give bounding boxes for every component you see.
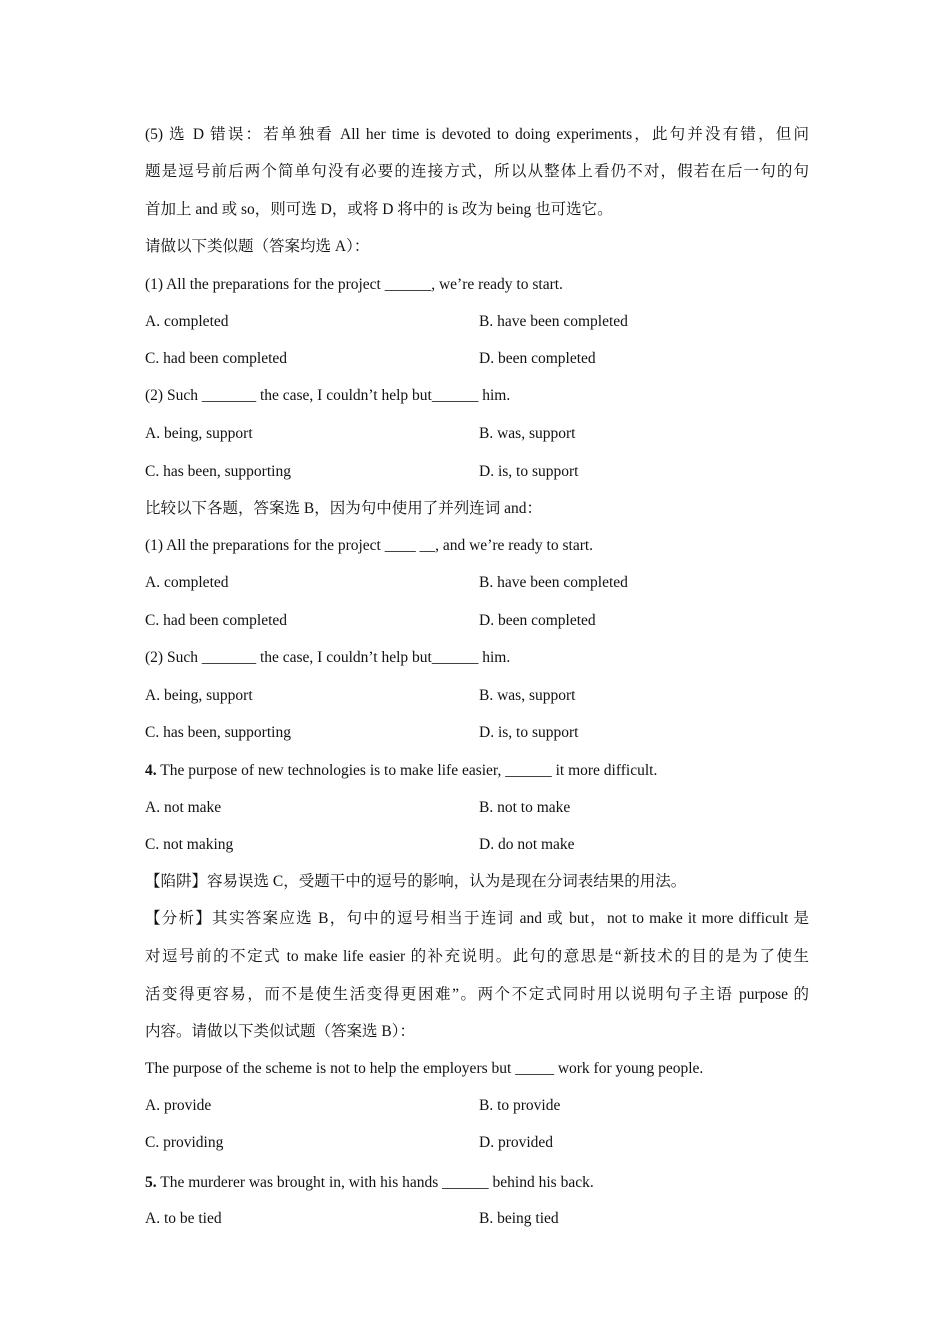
option-d: D. provided — [479, 1134, 554, 1151]
section-intro: 比较以下各题，答案选 B，因为句中使用了并列连词 and： — [145, 500, 542, 517]
question-text: (2) Such _______ the case, I couldn’t help but______ him. — [145, 387, 511, 404]
option-a: A. being, support — [145, 687, 253, 704]
paragraph-line: (5) 选 D 错误：若单独看 All her time is devoted to doing experiments，此句并没有错，但问 — [145, 126, 809, 143]
option-c: C. had been completed — [145, 612, 288, 629]
option-b: B. being tied — [479, 1210, 559, 1227]
section-intro: 请做以下类似题（答案均选 A）： — [145, 238, 370, 255]
question-4 — [145, 761, 657, 781]
trap-note: 【陷阱】容易误选 C，受题干中的逗号的影响，认为是现在分词表结果的用法。 — [145, 873, 687, 890]
option-d: D. been completed — [479, 350, 596, 367]
option-c: C. had been completed — [145, 350, 288, 367]
option-c: C. has been, supporting — [145, 463, 291, 480]
question-5 — [145, 1173, 594, 1193]
analysis-line: 【分析】其实答案应选 B，句中的逗号相当于连词 and 或 but，not to make it more difficult 是 — [145, 910, 809, 927]
question-text: The purpose of the scheme is not to help the employers but _____ work for young people. — [145, 1060, 704, 1077]
question-number: 4. — [145, 762, 157, 779]
option-a: A. not make — [145, 799, 222, 816]
option-a: A. provide — [145, 1097, 212, 1114]
question-text: (1) All the preparations for the project ____ __, and we’re ready to start. — [145, 537, 594, 554]
paragraph-line: 首加上 and 或 so，则可选 D，或将 D 将中的 is 改为 being 也可选它。 — [145, 201, 613, 218]
option-b: B. have been completed — [479, 313, 628, 330]
question-number: 5. — [145, 1174, 157, 1191]
option-b: B. to provide — [479, 1097, 561, 1114]
analysis-line: 内容。请做以下类似试题（答案选 B）： — [145, 1023, 415, 1040]
option-a: A. completed — [145, 574, 229, 591]
option-b: B. not to make — [479, 799, 571, 816]
paragraph-line: 题是逗号前后两个简单句没有必要的连接方式，所以从整体上看仍不对，假若在后一句的句 — [145, 163, 809, 180]
option-d: D. is, to support — [479, 724, 579, 741]
option-c: C. has been, supporting — [145, 724, 291, 741]
option-a: A. being, support — [145, 425, 253, 442]
option-b: B. was, support — [479, 687, 576, 704]
question-text: The purpose of new technologies is to make life easier, ______ it more difficult. — [156, 762, 658, 779]
question-text: The murderer was brought in, with his hands ______ behind his back. — [156, 1174, 594, 1191]
option-c: C. providing — [145, 1134, 224, 1151]
analysis-line: 活变得更容易，而不是使生活变得更困难”。两个不定式同时用以说明句子主语 purpose 的 — [145, 986, 809, 1003]
option-b: B. was, support — [479, 425, 576, 442]
option-d: D. do not make — [479, 836, 575, 853]
option-a: A. to be tied — [145, 1210, 222, 1227]
analysis-line: 对逗号前的不定式 to make life easier 的补充说明。此句的意思是“新技术的目的是为了使生 — [145, 948, 809, 965]
option-b: B. have been completed — [479, 574, 628, 591]
option-a: A. completed — [145, 313, 229, 330]
option-c: C. not making — [145, 836, 234, 853]
question-text: (2) Such _______ the case, I couldn’t help but______ him. — [145, 649, 511, 666]
question-text: (1) All the preparations for the project ______, we’re ready to start. — [145, 276, 563, 293]
option-d: D. been completed — [479, 612, 596, 629]
option-d: D. is, to support — [479, 463, 579, 480]
